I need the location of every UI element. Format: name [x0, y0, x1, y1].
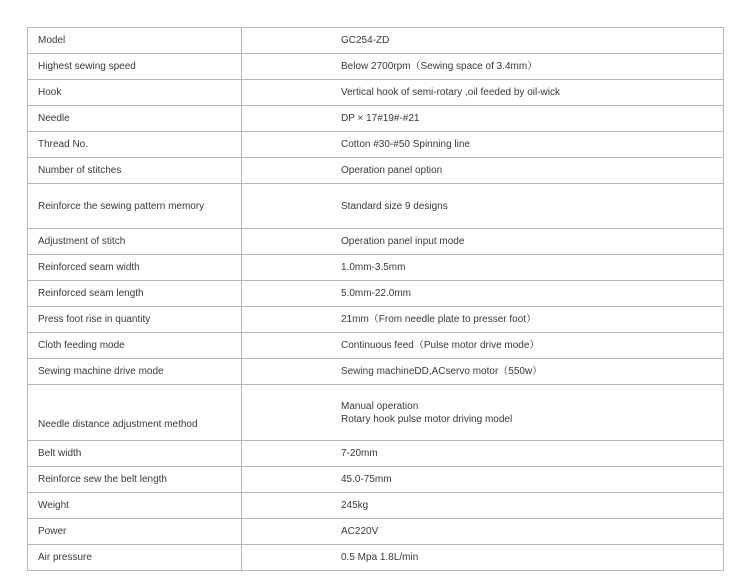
spec-label: Highest sewing speed: [28, 54, 242, 80]
spec-value: 45.0-75mm: [242, 467, 724, 493]
table-row: [28, 493, 724, 519]
table-row: [28, 54, 724, 80]
spec-label: Cloth feeding mode: [28, 333, 242, 359]
spec-table: [27, 27, 724, 571]
spec-label: Adjustment of stitch: [28, 229, 242, 255]
spec-value: Below 2700rpm（Sewing space of 3.4mm）: [242, 54, 724, 80]
spec-value: Operation panel input mode: [242, 229, 724, 255]
spec-label: Reinforced seam width: [28, 255, 242, 281]
spec-value: 245kg: [242, 493, 724, 519]
spec-value: GC254-ZD: [242, 28, 724, 54]
spec-value: Vertical hook of semi-rotary ,oil feeded by oil-wick: [242, 80, 724, 106]
spec-value: DP × 17#19#-#21: [242, 106, 724, 132]
table-row: [28, 229, 724, 255]
table-row: [28, 307, 724, 333]
table-row: [28, 385, 724, 441]
table-row: [28, 106, 724, 132]
spec-label: Thread No.: [28, 132, 242, 158]
spec-value: AC220V: [242, 519, 724, 545]
spec-label: Belt width: [28, 441, 242, 467]
table-row: [28, 28, 724, 54]
spec-value: Sewing machineDD,ACservo motor（550w）: [242, 359, 724, 385]
table-row: [28, 441, 724, 467]
spec-value: Standard size 9 designs: [242, 184, 724, 229]
table-row: [28, 80, 724, 106]
table-row: [28, 519, 724, 545]
spec-label: Air pressure: [28, 545, 242, 571]
spec-label: Reinforce sew the belt length: [28, 467, 242, 493]
spec-value: 7-20mm: [242, 441, 724, 467]
spec-value-line: Manual operation: [341, 400, 419, 412]
table-row: [28, 158, 724, 184]
spec-label: Needle distance adjustment method: [28, 385, 242, 441]
table-row: [28, 132, 724, 158]
table-row: [28, 545, 724, 571]
spec-label: Needle: [28, 106, 242, 132]
spec-label: Sewing machine drive mode: [28, 359, 242, 385]
spec-label: Reinforce the sewing pattern memory: [28, 184, 242, 229]
spec-value: 0.5 Mpa 1.8L/min: [242, 545, 724, 571]
table-row: [28, 359, 724, 385]
spec-value: 5.0mm-22.0mm: [242, 281, 724, 307]
spec-value-line: Rotary hook pulse motor driving model: [341, 413, 513, 425]
table-row: [28, 467, 724, 493]
spec-label: Model: [28, 28, 242, 54]
table-row: [28, 255, 724, 281]
spec-value: 1.0mm-3.5mm: [242, 255, 724, 281]
spec-label: Weight: [28, 493, 242, 519]
spec-label: Number of stitches: [28, 158, 242, 184]
spec-label: Press foot rise in quantity: [28, 307, 242, 333]
spec-value: 21mm（From needle plate to presser foot）: [242, 307, 724, 333]
spec-value: Operation panel option: [242, 158, 724, 184]
spec-value: Cotton #30-#50 Spinning line: [242, 132, 724, 158]
table-row: [28, 333, 724, 359]
table-row: [28, 281, 724, 307]
spec-label: Power: [28, 519, 242, 545]
spec-value: Continuous feed（Pulse motor drive mode）: [242, 333, 724, 359]
spec-label: Reinforced seam length: [28, 281, 242, 307]
spec-value-multiline: [242, 385, 724, 441]
table-row: [28, 184, 724, 229]
spec-label: Hook: [28, 80, 242, 106]
